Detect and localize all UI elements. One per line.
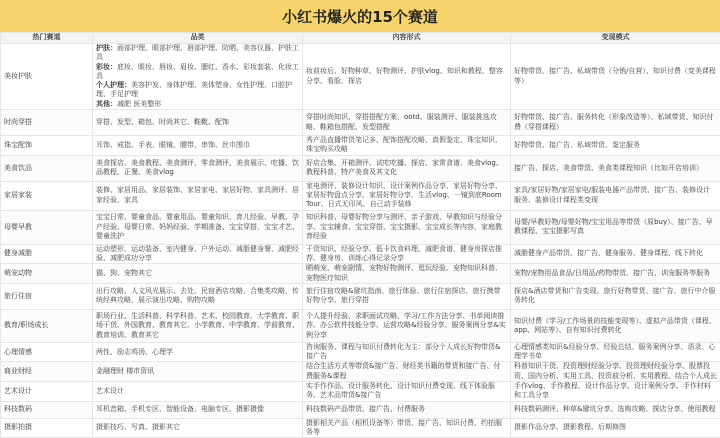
monetization-cell: 接广告、探店、美食带货、美食类课程知识（比如开店培训） [511, 155, 720, 181]
track-cell: 艺术设计 [1, 382, 93, 402]
content-cell: 个人提升经验、求职面试攻略、学习/工作方法分享、书单阅读推荐、办公软件技能分享、运营攻略&经验分享、服务案例分享&实例分享 [303, 309, 511, 342]
category-line-label: 个人护理： [96, 81, 131, 89]
content-cell: 科技数码产品带货、接广告、付费服务 [303, 401, 511, 418]
table-row [1, 136, 720, 156]
track-cell: 科技数码 [1, 401, 93, 418]
track-cell: 心理情感 [1, 342, 93, 362]
category-cell: 出行攻略、人文风光展示、去处、民宿酒店攻略、合集类攻略、传统经典攻略、展示演出攻略、购物攻略 [93, 283, 303, 309]
content-cell: 好店合集、开箱测评、试吃吃播、探店、家常食谱、美食vlog、教程科普、特产美食及其文化 [303, 155, 511, 181]
monetization-cell: 母婴/早教好物/母婴好物/宝宝用品等带货（原buy）、接广告、早教课程、宝宝摄影写真 [511, 210, 720, 244]
track-cell: 教育/职场成长 [1, 309, 93, 342]
table-row [1, 210, 720, 244]
monetization-cell: 心理情感类知识&经验分享、经验总结、服务案例分享、语录、心理学书单 [511, 342, 720, 362]
track-cell: 母婴早教 [1, 210, 93, 244]
monetization-cell: 科技数码测评、种草&避坑分享、选购攻略、探店分享、使用教程 [511, 401, 720, 418]
category-cell: 穿搭、发型、箱包、时尚其它、鞋靴、配饰 [93, 110, 303, 136]
monetization-cell: 好物带货、接广告、私域带货、鉴定服务 [511, 136, 720, 156]
category-line-label: 护肤： [96, 44, 117, 52]
header-track: 热门赛道 [1, 33, 93, 44]
category-cell: 耳机音箱、手机专区、智能设备、电脑专区、摄影摄像 [93, 401, 303, 418]
page-title: 小红书爆火的15个赛道 [0, 0, 720, 33]
monetization-cell: 探店&酒店带货和广告变现、旅行好物带货、接广告、旅行中介服务转化 [511, 283, 720, 309]
table-row [1, 44, 720, 110]
track-cell: 珠宝配饰 [1, 136, 93, 156]
category-cell: 职场行业、生活科普、科学科普、艺术、校园教育、大学教育、职场干货、外国教育、教育其它、小学教育、中学教育、学前教育、教育培训、教育其它 [93, 309, 303, 342]
header-category: 品类 [93, 33, 303, 44]
table-row [1, 264, 720, 284]
track-cell: 萌宠动物 [1, 264, 93, 284]
track-cell: 摄影拍摄 [1, 418, 93, 438]
category-cell: 装修、家居用品、家居装饰、家居家电、家居好物、家具测评、居家经验、家具 [93, 181, 303, 210]
table-row [1, 309, 720, 342]
table-row [1, 244, 720, 264]
table-row [1, 418, 720, 438]
content-cell: 知识科普、母婴好物分享与测评、亲子游戏、早教知识与经验分享、宝宝辅食、宝宝穿搭、宝宝摄影、宝宝成长等内容、家庭教育经验 [303, 210, 511, 244]
content-cell: 旅行住宿攻略&避坑指南、旅行体验、旅行住宿探店、旅行携带好物分享、旅行穿搭 [303, 283, 511, 309]
table-row [1, 110, 720, 136]
category-cell: 艺术设计 [93, 382, 303, 402]
monetization-cell: 好物带货、接广告、私域带货（分销/自营）、知识付费（变美课程等） [511, 44, 720, 110]
track-cell: 美食饮品 [1, 155, 93, 181]
category-cell: 猫、狗、宠物其它 [93, 264, 303, 284]
monetization-cell: 好物带货、接广告、服务转化（形象改造等）、私域带货、知识付费（穿搭课程） [511, 110, 720, 136]
table-row [1, 342, 720, 362]
category-line-text: 底妆、眼妆、唇妆、眉妆、腮红、香水、彩妆套装、化妆工具 [96, 63, 299, 80]
category-line-text: 面部护理、眼部护理、唇部护理、防晒、美容仪器、护肤工具 [96, 44, 299, 61]
category-cell: 金融理财 楼市资讯 [93, 362, 303, 382]
monetization-cell: 手作vlog、手作教程、设计作品分享、设计案例分享、手作材料和工具分享 [511, 382, 720, 402]
category-cell: 运动塑形、运动装备、室内健身、户外运动、减脂健身餐、减肥经验、减肥成功分享 [93, 244, 303, 264]
category-cell: 两性、励志鸡汤、心理学 [93, 342, 303, 362]
track-cell: 商业财经 [1, 362, 93, 382]
content-cell: 干货知识、经验分享、低卡饮食料理、减肥食谱、健身房探店推荐、健身房、训练心得记录分享 [303, 244, 511, 264]
monetization-cell: 宠物/宠物用品食品/日用品/药物带货、接广告、训宠服务等服务 [511, 264, 720, 284]
table-body [1, 44, 720, 438]
table-row [1, 155, 720, 181]
category-cell: 摄影技巧、写真、摄影其它 [93, 418, 303, 438]
track-cell: 健身减脂 [1, 244, 93, 264]
category-line-label: 彩妆： [96, 63, 117, 71]
category-line [96, 63, 299, 82]
content-cell: 实手作作品、设计服务转化、设计知识付费变现、线下体验服务、艺术品带货&接广告 [303, 382, 511, 402]
track-cell: 时尚穿搭 [1, 110, 93, 136]
category-line [96, 100, 299, 109]
content-cell: 秀产品直播带货笔记多、配饰搭配攻略、真假鉴定、珠宝知识、珠宝购买攻略 [303, 136, 511, 156]
monetization-cell: 减脂健身产品带货、接广告、健身服务、健身课程、线下转化 [511, 244, 720, 264]
table-row [1, 382, 720, 402]
track-cell: 家居家装 [1, 181, 93, 210]
content-cell: 妆前妆后、好物种草、好物测评、护肤vlog、知识和教程、整容分享、看脸、探店 [303, 44, 511, 110]
monetization-cell: 知识付费（学习/工作场景的技能变现等）、虚拟产品带货（课程、app、网站等）、自有知识付费转化 [511, 309, 720, 342]
content-cell: 摄影相关产品（相机设备等）带货、接广告、知识付费、约拍服务等 [303, 418, 511, 438]
content-cell: 家电测评、装修设计知识、设计案例作品分享、家居好物分享、家居好物盘点分享、家居好物分享、生活vlog、一镜到底Room Tour、日式无印风、自己动手装修 [303, 181, 511, 210]
category-line-label: 其他： [96, 100, 117, 108]
content-cell: 穿搭时尚知识、穿搭搭配方案、ootd、服装测评、服装挑选攻略、鞋箱包搭配、发型搭配 [303, 110, 511, 136]
category-cell: 宝宝日常、婴童食品、婴童用品、婴童知识、育儿经验、早教、孕产经验、母婴日常、妈妈经验、学期准备、宝宝穿搭、宝宝才艺、婴童洗护 [93, 210, 303, 244]
category-cell: 美食探店、美食教程、美食测评、零食测评、美食展示、吃播、饮品教程、正餐、美食vlog [93, 155, 303, 181]
category-line-text: 美容护发、身体护理、美体塑身、女性护理、口腔护理、手足护理 [96, 81, 292, 98]
monetization-cell: 科普知识干货、投资理财经验分享、投资理财经验分享、股票投资、国内分析、实用工具、投资前分析、实用教程、结合个人成长 [511, 362, 720, 382]
content-cell: 结合生活方式等带货&接广告、财经类书籍的带货和接广告、付费服务&课程 [303, 362, 511, 382]
track-cell: 旅行住宿 [1, 283, 93, 309]
monetization-cell: 摄影作品分享、摄影教程、后期修图 [511, 418, 720, 438]
tracks-table [0, 32, 720, 438]
table-row [1, 283, 720, 309]
category-line-text: 减肥 医美整形 [117, 100, 161, 108]
table-row [1, 362, 720, 382]
header-content: 内容形式 [303, 33, 511, 44]
content-cell: 晒萌宠、萌宠剧情、宠物好物测评、逛玩经验、宠物知识科普、宠物医疗知识 [303, 264, 511, 284]
category-cell: 耳饰、戒指、手表、眼镜、腰带、串饰、丝巾围巾 [93, 136, 303, 156]
category-line [96, 81, 299, 100]
content-cell: 咨询服务、课程与知识付费转化为主：部分个人成长好物带货&接广告 [303, 342, 511, 362]
table-row [1, 401, 720, 418]
monetization-cell: 家具/家居好物/家居家电/服装电器产品带货、接广告、装修设计服务、装修设计课程类变现 [511, 181, 720, 210]
table-row [1, 181, 720, 210]
category-cell [93, 44, 303, 110]
track-cell: 美妆护肤 [1, 44, 93, 110]
table-header-row [1, 33, 720, 44]
header-monetization: 变现模式 [511, 33, 720, 44]
category-line [96, 44, 299, 63]
